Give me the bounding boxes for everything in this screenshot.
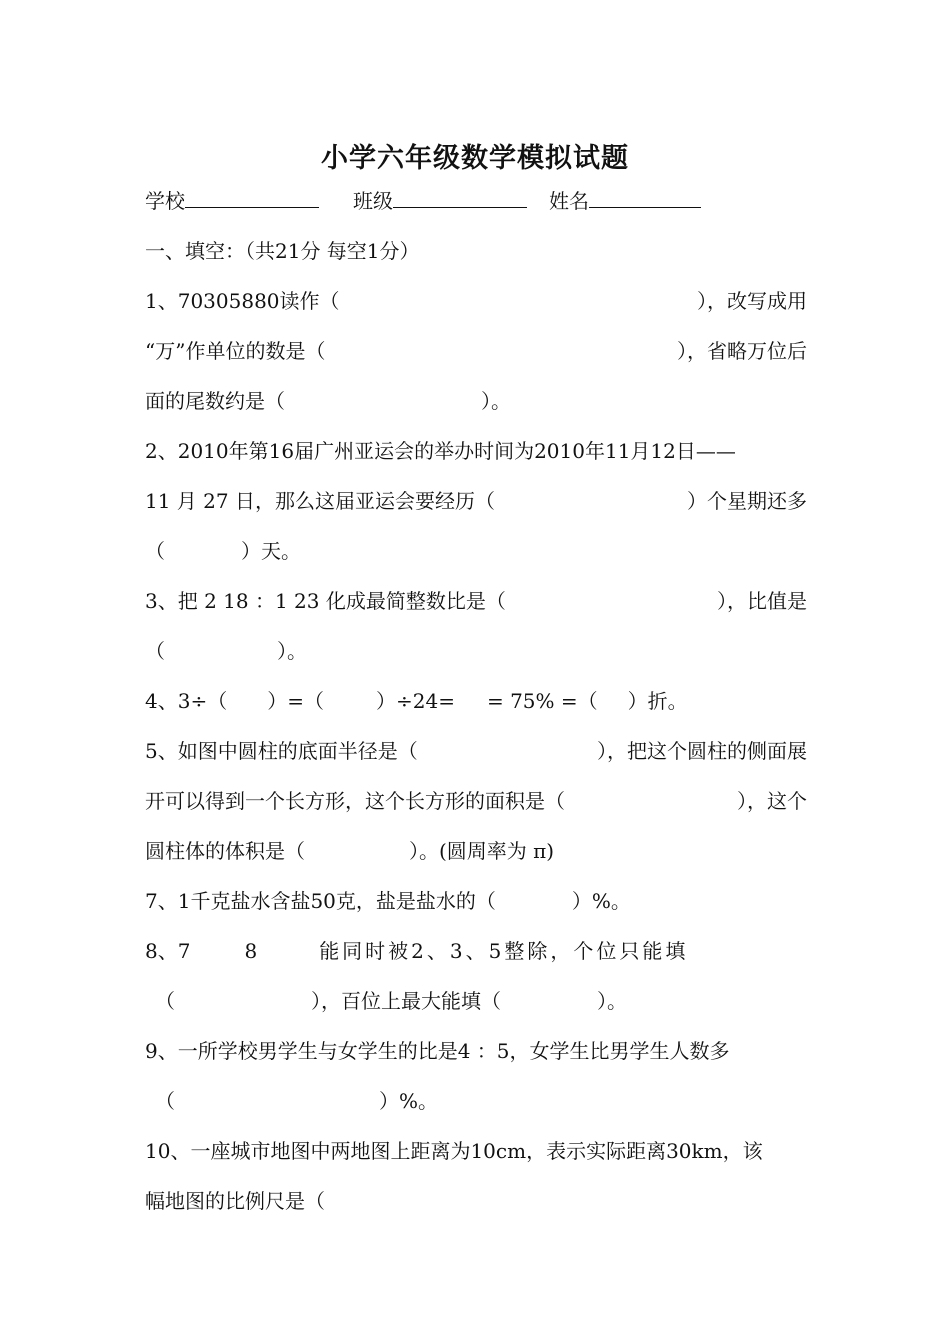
q7-text: ）%。 — [571, 889, 631, 913]
q5-text: ），这个 — [737, 789, 807, 813]
q8-text: （ — [155, 989, 175, 1013]
q7-text: 7、1千克盐水含盐50克，盐是盐水的（ — [145, 889, 496, 913]
q5-text: 5、如图中圆柱的底面半径是（ — [145, 739, 418, 763]
class-blank[interactable] — [393, 189, 527, 208]
q8-text: 8 — [244, 939, 258, 963]
q3-text: ）。 — [277, 639, 307, 663]
q2-line3 — [145, 537, 807, 565]
q3-text: （ — [145, 639, 165, 663]
q1-text: “万”作单位的数是（ — [145, 339, 326, 363]
q1-text: 1、70305880读作（ — [145, 289, 340, 313]
q1-line3 — [145, 387, 807, 415]
q2-text: ）个星期还多 — [687, 489, 807, 513]
section-heading: 一、填空：（共21分 每空1分） — [145, 239, 420, 263]
name-label: 姓名 — [549, 189, 589, 213]
q10-line2: 幅地图的比例尺是（ — [145, 1189, 325, 1213]
q4-line — [145, 687, 807, 715]
q2-text: 11 月 27 日，那么这届亚运会要经历（ — [145, 489, 495, 513]
q2-line2 — [145, 487, 807, 515]
school-label: 学校 — [145, 189, 185, 213]
q9-text: ）%。 — [379, 1089, 439, 1113]
student-info-row — [145, 187, 807, 215]
q4-text: ）折。 — [627, 689, 688, 713]
q3-line2 — [145, 637, 807, 665]
q1-text: ），省略万位后 — [677, 339, 807, 363]
page-title: 小学六年级数学模拟试题 — [321, 143, 629, 174]
q9-text: （ — [155, 1089, 175, 1113]
q3-line1 — [145, 587, 807, 615]
q1-text: ），改写成用 — [697, 289, 807, 313]
q5-line1 — [145, 737, 807, 765]
school-blank[interactable] — [185, 189, 319, 208]
q5-line3 — [145, 837, 807, 865]
q8-text: ）。 — [597, 989, 627, 1013]
q4-text: ）÷24= — [375, 689, 455, 713]
q4-text: = 75% =（ — [486, 689, 598, 713]
q9-line1: 9、一所学校男学生与女学生的比是4 ：5，女学生比男学生人数多 — [145, 1039, 730, 1063]
name-blank[interactable] — [589, 189, 701, 208]
q9-line2 — [145, 1087, 807, 1115]
q5-text: ）。(圆周率为 π) — [409, 839, 555, 863]
q3-text: ），比值是 — [717, 589, 807, 613]
q8-text: 8、7 — [145, 939, 191, 963]
q5-text: ），把这个圆柱的侧面展 — [597, 739, 807, 763]
q7-line — [145, 887, 807, 915]
q4-text: 4、3÷（ — [145, 689, 228, 713]
q8-line1 — [145, 937, 807, 965]
q4-text: ）=（ — [267, 689, 324, 713]
q8-text: 能同时被2、3、5整除，个位只能填 — [319, 939, 689, 963]
q1-line2 — [145, 337, 807, 365]
q1-line1 — [145, 287, 807, 315]
q1-text: ）。 — [481, 389, 511, 413]
q8-text: ），百位上最大能填（ — [311, 989, 501, 1013]
q2-text: ）天。 — [241, 539, 301, 563]
q5-text: 开可以得到一个长方形，这个长方形的面积是（ — [145, 789, 565, 813]
q5-line2 — [145, 787, 807, 815]
q10-line1: 10、一座城市地图中两地图上距离为10cm，表示实际距离30km，该 — [145, 1139, 763, 1163]
class-label: 班级 — [353, 189, 393, 213]
q8-line2 — [145, 987, 807, 1015]
q3-text: 3、把 2 18 ：1 23 化成最简整数比是（ — [145, 589, 506, 613]
q1-text: 面的尾数约是（ — [145, 389, 285, 413]
q2-line1: 2、2010年第16届广州亚运会的举办时间为2010年11月12日—— — [145, 439, 736, 463]
q2-text: （ — [145, 539, 165, 563]
q5-text: 圆柱体的体积是（ — [145, 839, 305, 863]
